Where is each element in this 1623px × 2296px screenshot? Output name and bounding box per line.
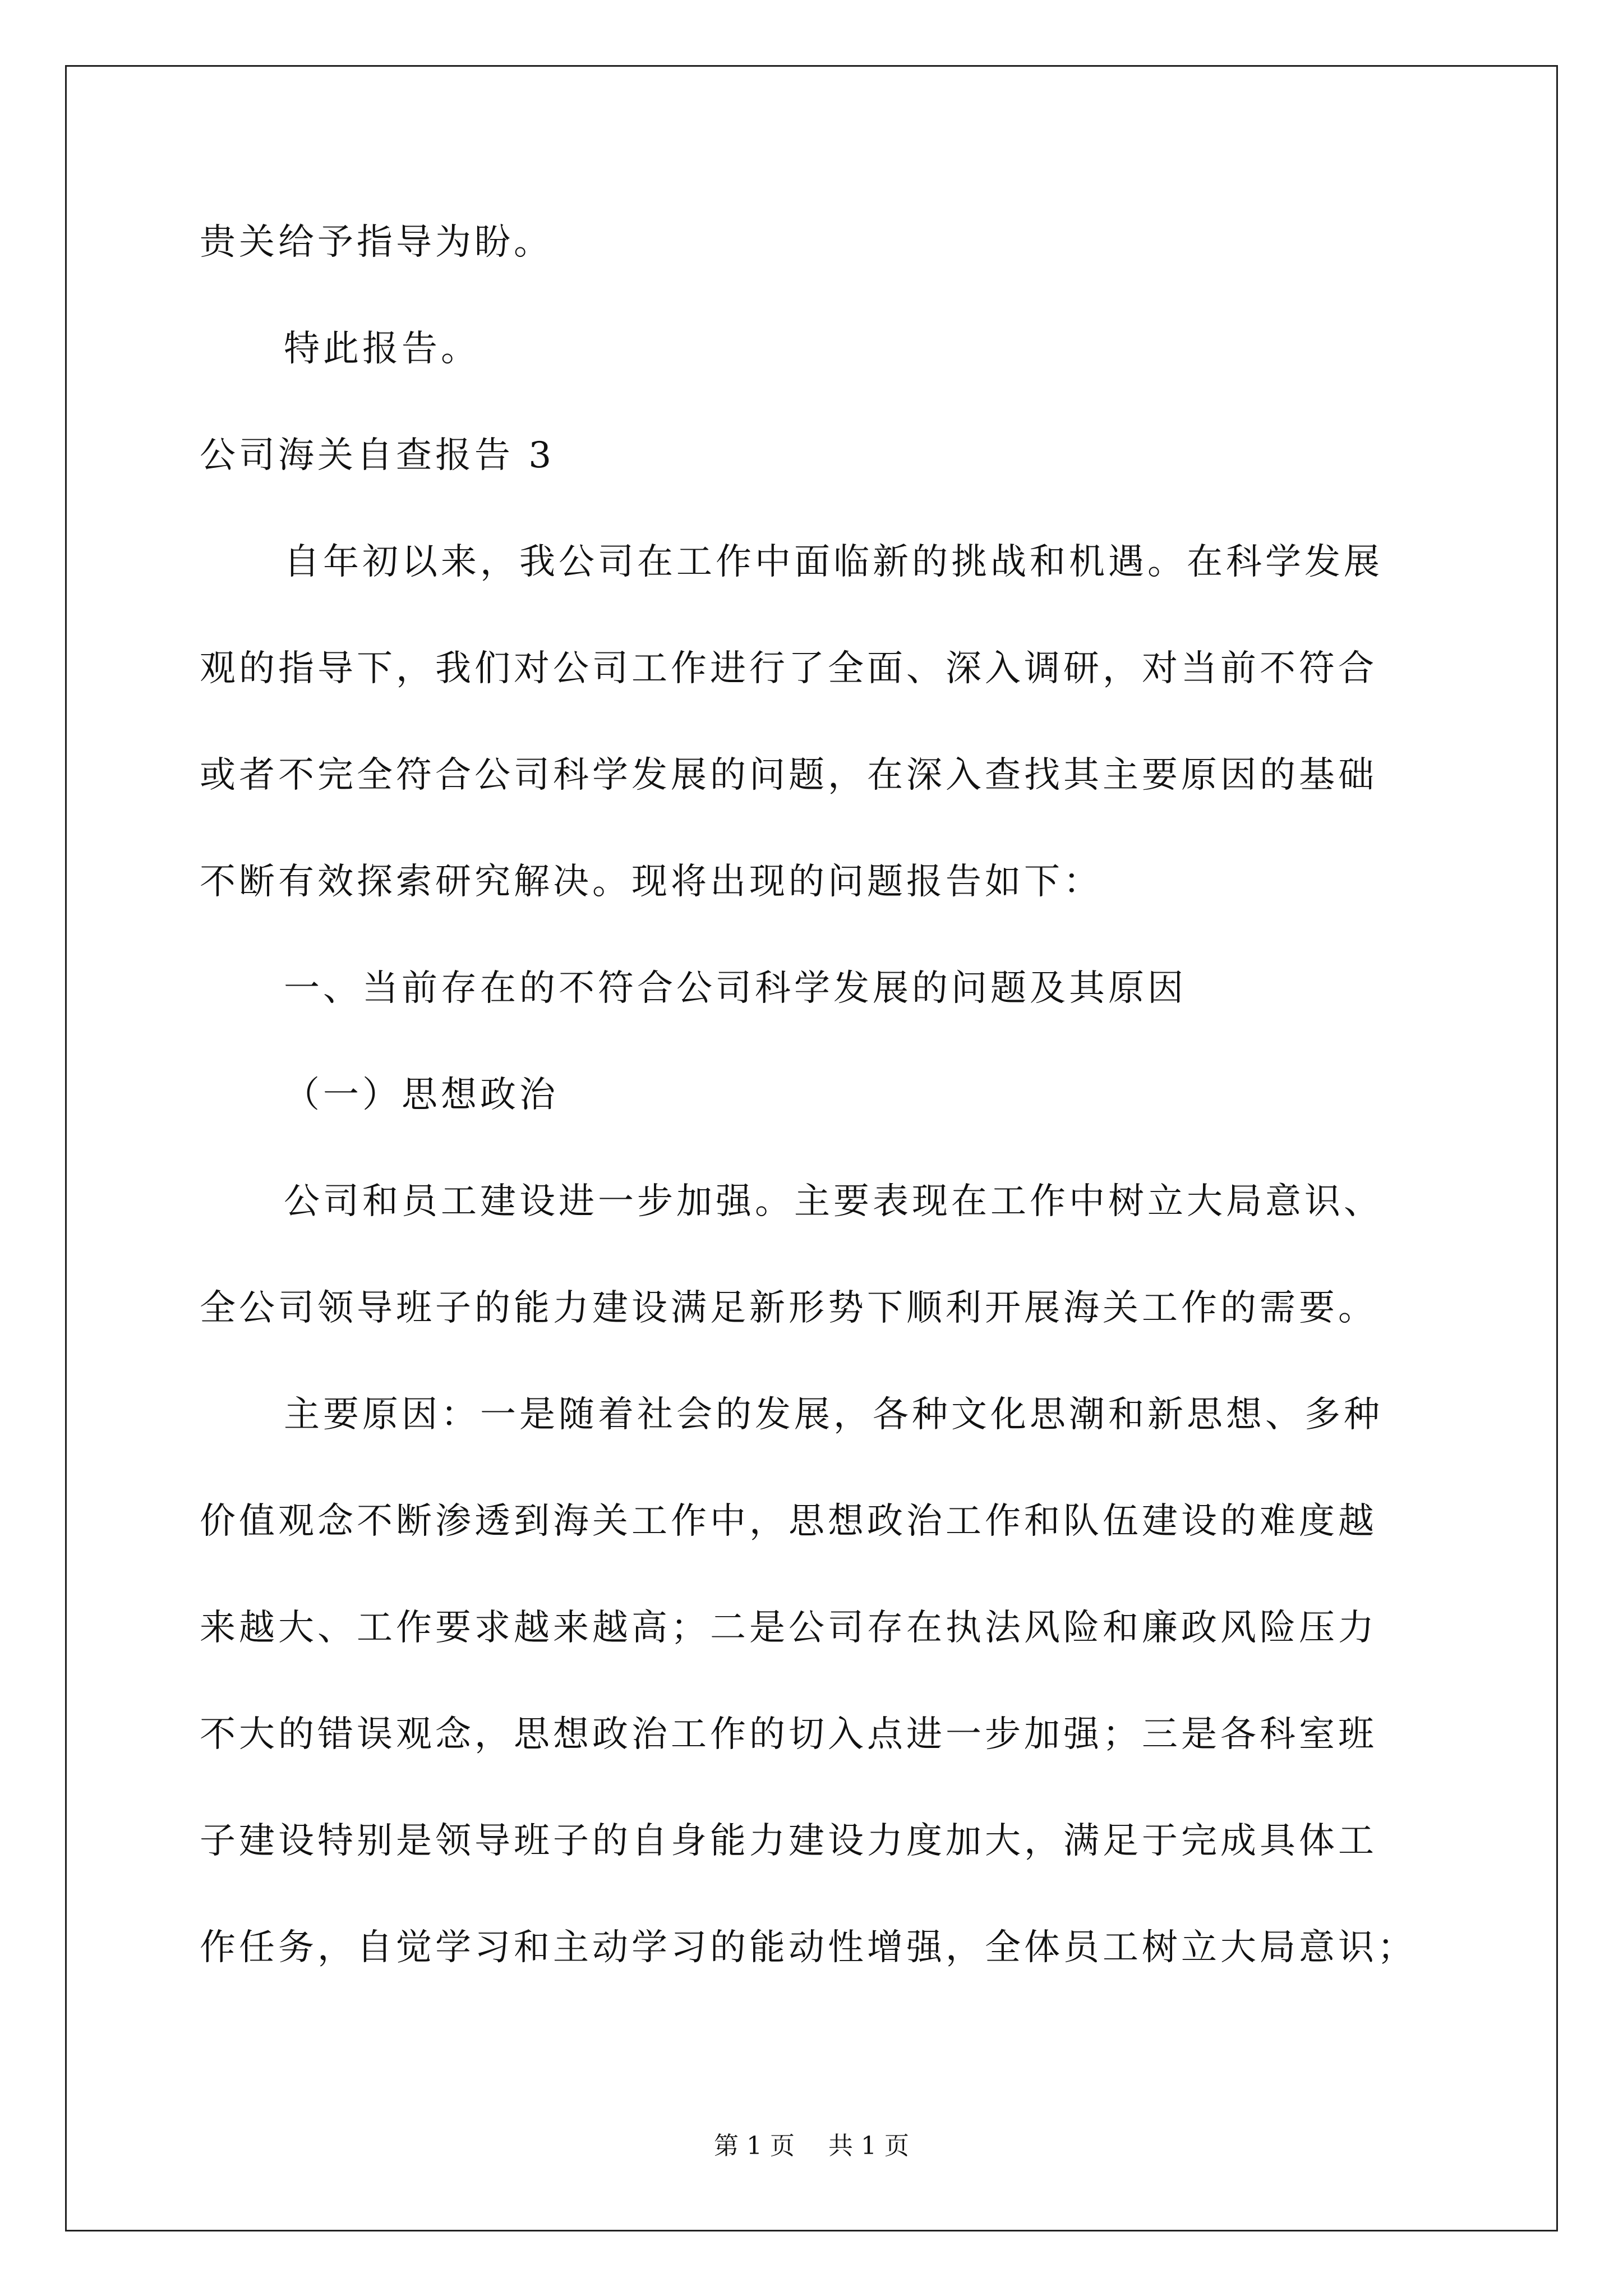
text-line: 特此报告。: [284, 328, 480, 370]
text-line: 子建设特别是领导班子的自身能力建设力度加大，满足于完成具体工: [200, 1820, 1377, 1862]
section-heading: 公司海关自查报告 3: [200, 435, 555, 476]
text-line: 来越大、工作要求越来越高；二是公司存在执法风险和廉政风险压力: [200, 1607, 1377, 1649]
page-total: 共 1 页: [828, 2132, 909, 2160]
text-line: 或者不完全符合公司科学发展的问题，在深入查找其主要原因的基础: [200, 754, 1377, 796]
text-line: 不断有效探索研究解决。现将出现的问题报告如下：: [200, 861, 1103, 903]
text-line: 自年初以来，我公司在工作中面临新的挑战和机遇。在科学发展: [284, 541, 1383, 583]
text-line: 观的指导下，我们对公司工作进行了全面、深入调研，对当前不符合: [200, 648, 1377, 689]
text-line: 价值观念不断渗透到海关工作中，思想政治工作和队伍建设的难度越: [200, 1501, 1377, 1542]
text-line: 贵关给予指导为盼。: [200, 222, 553, 263]
page-number: 第 1 页: [714, 2132, 795, 2160]
text-line: 一、当前存在的不符合公司科学发展的问题及其原因: [284, 968, 1187, 1009]
text-line: 不大的错误观念，思想政治工作的切入点进一步加强；三是各科室班: [200, 1714, 1377, 1755]
text-line: 公司和员工建设进一步加强。主要表现在工作中树立大局意识、: [284, 1181, 1383, 1222]
text-line: 作任务，自觉学习和主动学习的能动性增强，全体员工树立大局意识；: [200, 1927, 1417, 1968]
page-border: [65, 65, 1558, 2231]
page-footer: [0, 2131, 1623, 2162]
subsection-heading: （一）思想政治: [284, 1074, 559, 1116]
text-line: 主要原因：一是随着社会的发展，各种文化思潮和新思想、多种: [284, 1394, 1383, 1435]
text-line: 全公司领导班子的能力建设满足新形势下顺利开展海关工作的需要。: [200, 1287, 1377, 1329]
